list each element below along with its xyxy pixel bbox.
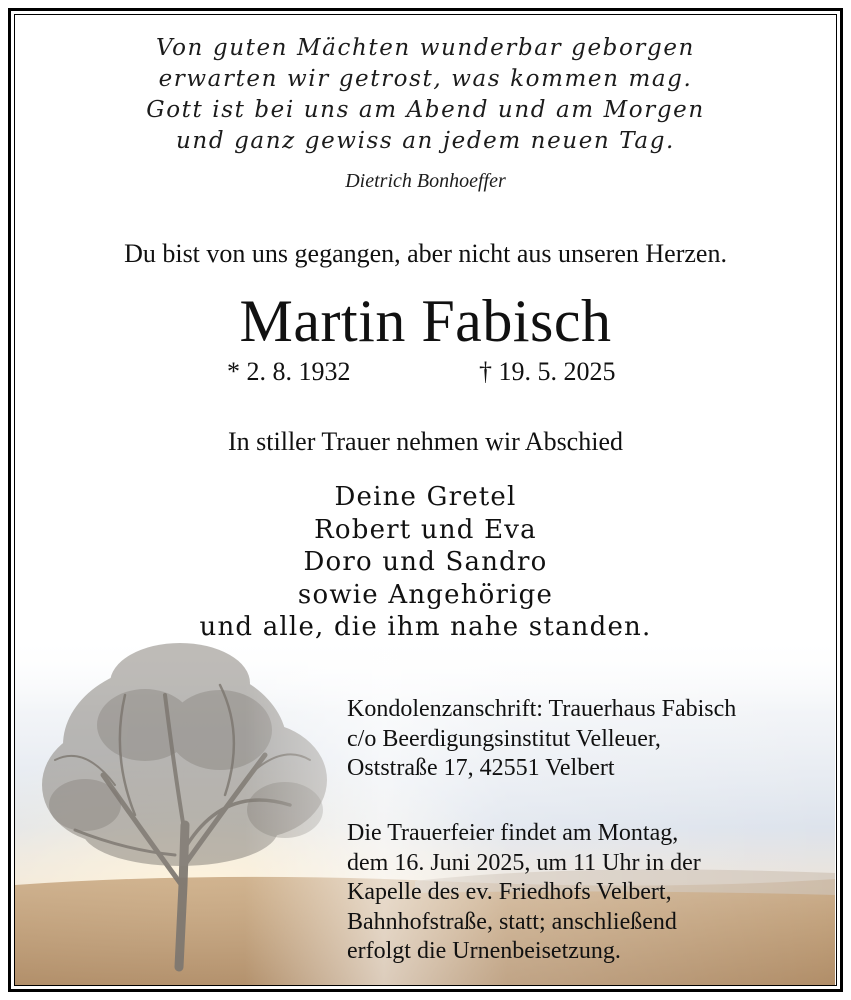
obituary-notice [14,14,837,986]
condolence-line: Kondolenzanschrift: Trauerhaus Fabisch [347,696,737,722]
poem-author: Dietrich Bonhoeffer [345,170,506,192]
deceased-name: Martin Fabisch [239,288,612,354]
poem-quote [15,33,836,157]
mourner-line: Deine Gretel [334,482,517,512]
mourners-list [15,481,836,644]
poem-line: und ganz gewiss an jedem neuen Tag. [176,128,675,154]
mourner-line: Robert und Eva [314,514,537,545]
mourner-line: und alle, die ihm nahe standen. [199,612,652,642]
farewell-line: In stiller Trauer nehmen wir Abschied [228,427,623,456]
poem-line: Gott ist bei uns am Abend und am Morgen [146,97,705,123]
mourner-line: Doro und Sandro [303,547,548,577]
mourner-line: sowie Angehörige [297,579,554,610]
ceremony-line: dem 16. Juni 2025, um 11 Uhr in der [347,849,701,876]
ceremony-line: erfolgt die Urnenbeisetzung. [347,938,621,964]
birth-date: * 2. 8. 1932 [227,357,351,386]
condolence-line: Oststraße 17, 42551 Velbert [347,755,615,781]
ceremony-line: Kapelle des ev. Friedhofs Velbert, [347,879,672,905]
poem-line: erwarten wir getrost, was kommen mag. [158,66,693,92]
death-date: † 19. 5. 2025 [479,357,616,386]
intro-sentence: Du bist von uns gegangen, aber nicht aus unseren Herzen. [124,239,727,268]
condolence-line: c/o Beerdigungsinstitut Velleuer, [347,725,661,752]
ceremony-details [347,819,701,967]
poem-line: Von guten Mächten wunderbar geborgen [156,35,695,61]
ceremony-line: Die Trauerfeier findet am Montag, [347,820,679,846]
ceremony-line: Bahnhofstraße, statt; anschließend [347,908,677,935]
condolence-address [347,695,736,784]
